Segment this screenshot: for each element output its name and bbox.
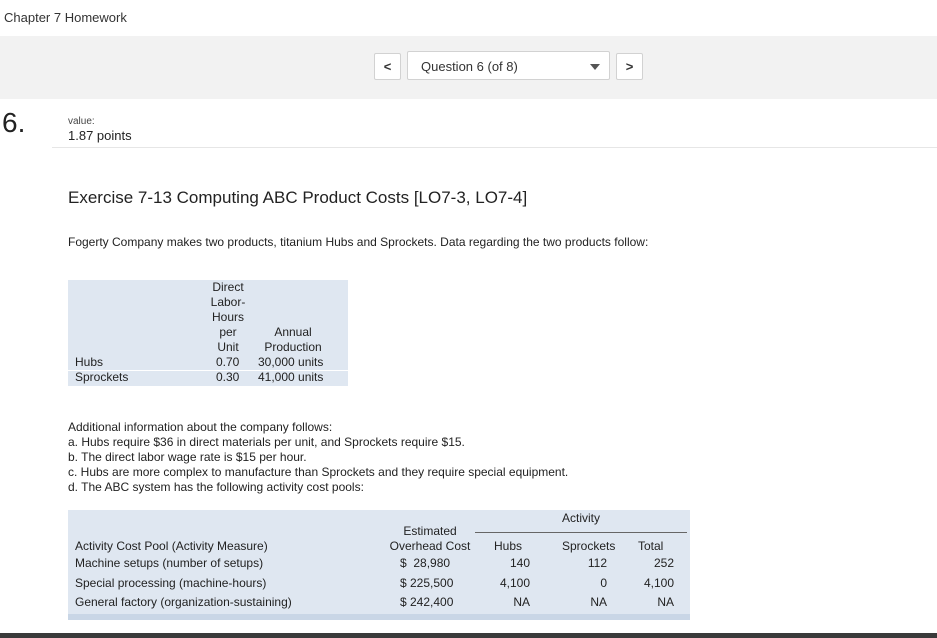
cell-hubs-dlh: 0.70 — [216, 355, 240, 369]
production-value: 30,000 — [258, 355, 295, 369]
header-estimated-cost — [384, 524, 476, 554]
footer-bar — [0, 633, 937, 638]
cell-general-factory-sprockets: NA — [590, 595, 607, 609]
header-activity-group: Activity — [562, 511, 601, 525]
header-annual-production — [258, 325, 328, 355]
additional-item-d: d. The ABC system has the following activity cost pools: — [68, 480, 364, 494]
question-selector[interactable] — [407, 51, 610, 80]
next-question-button[interactable] — [616, 53, 643, 80]
cell-special-processing-hubs: 4,100 — [499, 576, 530, 590]
row-label-general-factory: General factory (organization-sustaining) — [75, 595, 292, 609]
cell-special-processing-sprockets: 0 — [600, 576, 607, 590]
header-line: Labor- — [210, 295, 246, 309]
additional-info — [68, 420, 688, 495]
header-line: Overhead Cost — [389, 539, 471, 553]
question-number: 6. — [2, 107, 26, 138]
cell-machine-setups-hubs: 140 — [509, 556, 530, 570]
row-label-machine-setups: Machine setups (number of setups) — [75, 556, 264, 570]
row-label-hubs: Hubs — [75, 355, 104, 369]
header-activity-pool: Activity Cost Pool (Activity Measure) — [75, 539, 268, 553]
additional-item-b: b. The direct labor wage rate is $15 per hour. — [68, 450, 307, 464]
row-label-sprockets: Sprockets — [75, 370, 129, 384]
header-hubs: Hubs — [494, 539, 523, 553]
cell-special-processing-total: 4,100 — [643, 576, 674, 590]
header-line: Estimated — [403, 524, 457, 538]
cell-sprockets-dlh: 0.30 — [216, 370, 240, 384]
divider — [52, 147, 937, 148]
additional-item-c: c. Hubs are more complex to manufacture than Sprockets and they require special equipment. — [68, 465, 569, 479]
cell-special-processing-cost: $ 225,500 — [400, 576, 454, 590]
cell-general-factory-hubs: NA — [513, 595, 530, 609]
cell-machine-setups-sprockets: 112 — [587, 556, 607, 570]
value-label: value: — [68, 116, 95, 127]
chevron-right-icon: > — [625, 59, 634, 74]
header-line: Unit — [217, 340, 239, 354]
header-line: per — [219, 325, 237, 339]
cell-general-factory-total: NA — [657, 595, 674, 609]
header-total: Total — [638, 539, 664, 553]
question-nav-bar — [0, 36, 937, 99]
cell-general-factory-cost: $ 242,400 — [400, 595, 454, 609]
production-unit: units — [298, 355, 324, 369]
table-bottom-stripe — [68, 614, 690, 620]
exercise-intro: Fogerty Company makes two products, titanium Hubs and Sprockets. Data regarding the two products follow: — [68, 235, 649, 249]
production-value: 41,000 — [258, 370, 295, 384]
header-sprockets: Sprockets — [562, 539, 616, 553]
production-unit: units — [298, 370, 324, 384]
row-label-special-processing: Special processing (machine-hours) — [75, 576, 267, 590]
value-points: 1.87 points — [68, 128, 132, 143]
activity-cost-table — [68, 510, 690, 620]
products-table — [68, 280, 348, 386]
cell-sprockets-production — [258, 370, 323, 385]
page-title: Chapter 7 Homework — [4, 10, 127, 25]
additional-item-a: a. Hubs require $36 in direct materials per unit, and Sprockets require $15. — [68, 435, 465, 449]
cell-hubs-production — [258, 355, 323, 370]
caret-down-icon — [590, 64, 600, 70]
question-selector-label: Question 6 (of 8) — [421, 59, 518, 74]
additional-lead: Additional information about the company follows: — [68, 420, 333, 434]
header-line: Annual — [274, 325, 312, 339]
header-line: Direct — [212, 280, 244, 294]
previous-question-button[interactable] — [374, 53, 401, 80]
exercise-title: Exercise 7-13 Computing ABC Product Costs [LO7-3, LO7-4] — [68, 188, 528, 207]
header-direct-labor-hours — [210, 280, 246, 355]
cell-machine-setups-total: 252 — [653, 556, 674, 570]
chevron-left-icon: < — [383, 59, 392, 74]
header-line: Hours — [211, 310, 244, 324]
cell-machine-setups-cost: $ 28,980 — [400, 556, 451, 570]
header-line: Production — [264, 340, 322, 354]
activity-header-rule — [475, 532, 687, 533]
